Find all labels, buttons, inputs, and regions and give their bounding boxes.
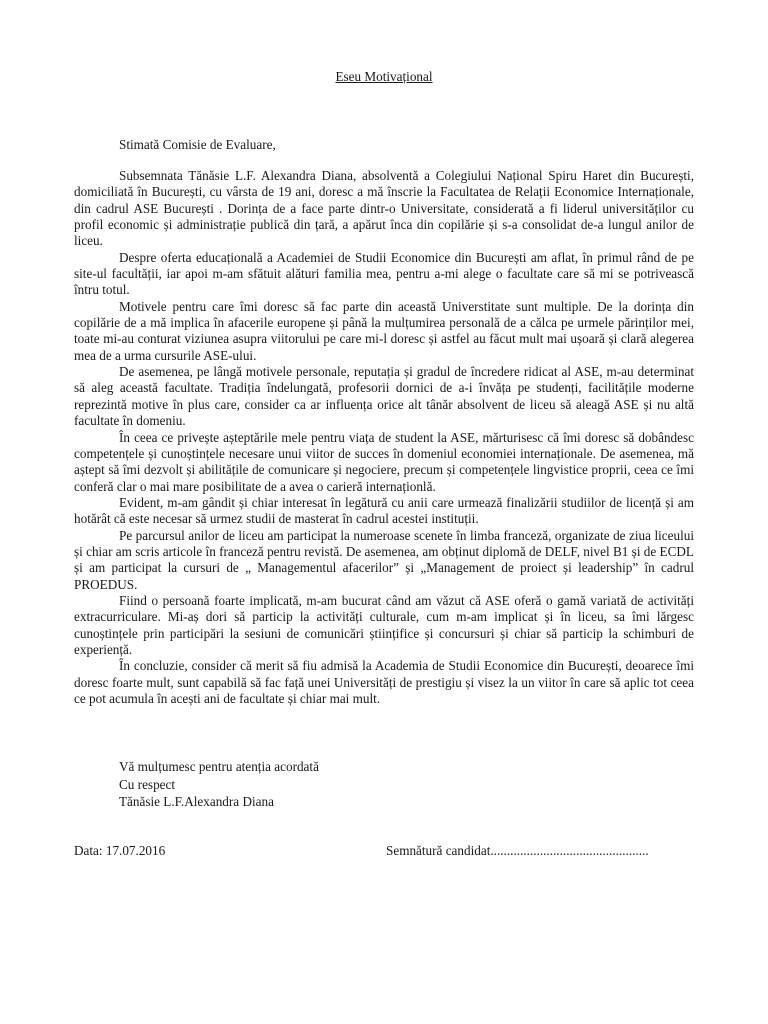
paragraph: Motivele pentru care îmi doresc să fac parte din această Universtitate sunt multiple. De la dorința din copilărie de a mă implica în afacerile europene și până la mulțumirea personală de a călca pe urmele părinților mei, toate mi-au conturat viziunea asupra viitorului pe care mi-l doresc și astfel au făcut mult mai ușoară și clară alegerea mea de a urma cursurile ASE-ului. — [74, 298, 694, 363]
paragraph: În concluzie, consider că merit să fiu admisă la Academia de Studii Economice din București, deoarece îmi doresc foarte mult, sunt capabilă să fac față unei Universități de prestigiu și visez la un viitor în care să aplic tot ceea ce pot acumula în acești ani de facultate și chiar mai mult. — [74, 658, 694, 706]
document-title: Eseu Motivațional — [335, 69, 433, 84]
closing-block — [119, 758, 319, 811]
paragraph: În ceea ce privește așteptările mele pentru viața de student la ASE, mărturisesc că îmi doresc să dobândesc competențele și cunoștințele necesare unui viitor de succes în domeniul economiei internaționale. De asemenea, mă aștept să îmi dezvolt și abilitățile de comunicare și negociere, precum și competențele lingvistice proprii, ceea ce îmi conferă clar o mai mare posibilitate de a avea o carieră internaționlă. — [74, 429, 694, 494]
closing-regards: Cu respect — [119, 776, 176, 792]
signature-line: Semnătură candidat................................................ — [386, 843, 649, 858]
essay-body — [74, 168, 694, 707]
date-line: Data: 17.07.2016 — [74, 843, 166, 858]
paragraph: Pe parcursul anilor de liceu am participat la numeroase scenete în limba franceză, organizate de ziua liceului și chiar am scris articole în franceză pentru revistă. De asemenea, am obținut diplomă de DELF, nivel B1 și de ECDL și am participat la cursuri de „ Managementul afacerilor” și „Management de proiect și leadership” în cadrul PROEDUS. — [74, 527, 694, 592]
paragraph: Despre oferta educațională a Academiei de Studii Economice din București am aflat, în primul rând de pe site-ul facultății, iar apoi m-am sfătuit alături familia mea, pentru a-mi alege o facultate care să mi se potrivească întru totul. — [74, 249, 694, 298]
paragraph: Evident, m-am gândit și chiar interesat în legătură cu anii care urmează finalizării studiilor de licență și am hotărât că este necesar să urmez studii de masterat în cadrul acestei instituții. — [74, 494, 694, 527]
paragraph: De asemenea, pe lângă motivele personale, reputația și gradul de încredere ridicat al ASE, m-au determinat să aleg această facultate. Tradiția îndelungată, profesorii dornici de a-i învăța pe studenți, facilitățile moderne reprezintă motive în plus care, consider ca ar influența orice alt tânăr absolvent de liceu să aleagă ASE și nu altă facultate în domeniu. — [74, 364, 694, 429]
paragraph: Subsemnata Tănăsie L.F. Alexandra Diana, absolventă a Colegiului Național Spiru Haret din București, domiciliată în București, cu vârsta de 19 ani, doresc a mă înscrie la Facultatea de Relații Economice Internaționale, din cadrul ASE București . Dorința de a face parte dintr-o Universitate, considerată a fi liderul universităților cu profil economic și administrație publică din țară, a apărut înca din copilărie și s-a consolidat de-a lungul anilor de liceu. — [74, 168, 694, 249]
closing-thanks: Vă mulțumesc pentru atenția acordată — [119, 759, 319, 774]
author-name: Tănăsie L.F.Alexandra Diana — [119, 794, 274, 809]
paragraph: Fiind o persoană foarte implicată, m-am bucurat când am văzut că ASE oferă o gamă variată de activități extracurriculare. Mi-aș dori să particip la activități culturale, cum m-am implicat și în liceu, sa îmi lărgesc cunoștințele prin participări la sesiuni de comunicări științifice și concursuri și chiar să particip la schimburi de experiență. — [74, 592, 694, 657]
salutation: Stimată Comisie de Evaluare, — [119, 137, 276, 152]
